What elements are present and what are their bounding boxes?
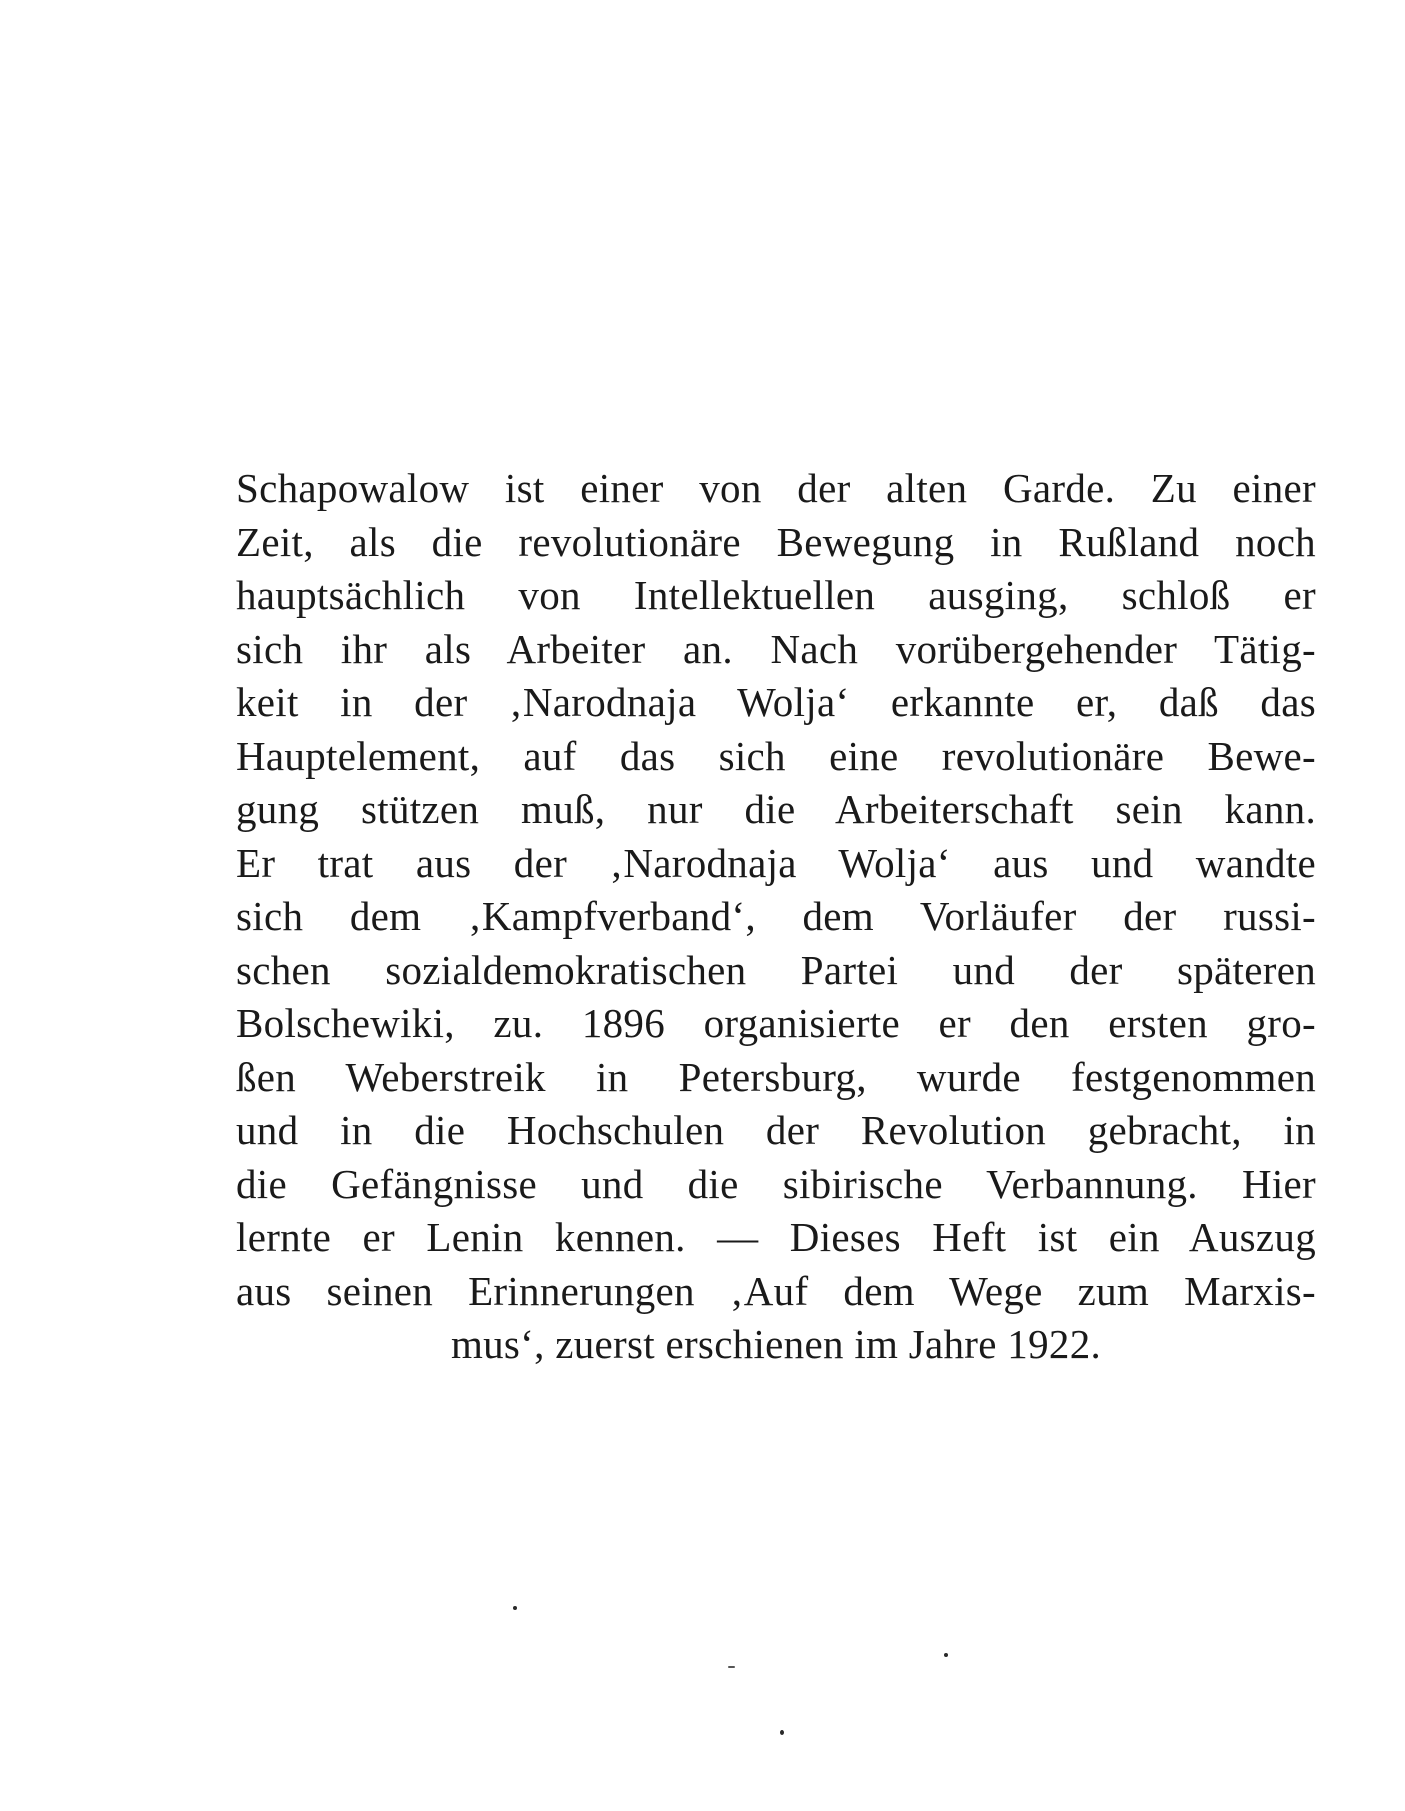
scan-speck xyxy=(780,1730,784,1735)
text-line: keit in der ‚Narodnaja Wolja‘ erkannte er, daß das xyxy=(236,679,1316,725)
text-line: Schapowalow ist einer von der alten Garde. Zu einer xyxy=(236,465,1316,511)
text-line: aus seinen Erinnerungen ‚Auf dem Wege zum Marxis- xyxy=(236,1267,1316,1314)
text-line: ßen Weberstreik in Petersburg, wurde festgenommen xyxy=(236,1053,1316,1100)
text-line: sich dem ‚Kampfverband‘, dem Vorläufer der russi- xyxy=(236,893,1316,939)
scan-speck xyxy=(728,1666,735,1668)
text-line: Hauptelement, auf das sich eine revolutionäre Bewe- xyxy=(236,732,1316,779)
scan-speck xyxy=(513,1606,517,1610)
text-line-final: mus‘, zuerst erschienen im Jahre 1922. xyxy=(450,1321,1102,1367)
text-line: hauptsächlich von Intellektuellen ausging, schloß er xyxy=(236,572,1316,618)
biography-paragraph xyxy=(236,462,1316,1372)
text-line: sich ihr als Arbeiter an. Nach vorübergehender Tätig- xyxy=(236,625,1316,672)
text-line: Zeit, als die revolutionäre Bewegung in Rußland noch xyxy=(236,518,1316,565)
text-line: Bolschewiki, zu. 1896 organisierte er den ersten gro- xyxy=(236,1000,1316,1046)
text-line: die Gefängnisse und die sibirische Verbannung. Hier xyxy=(236,1160,1316,1207)
text-line: gung stützen muß, nur die Arbeiterschaft sein kann. xyxy=(236,786,1316,832)
text-line: und in die Hochschulen der Revolution gebracht, in xyxy=(236,1107,1316,1153)
text-line: schen sozialdemokratischen Partei und der späteren xyxy=(236,946,1316,993)
scan-speck xyxy=(944,1653,948,1657)
text-line: Er trat aus der ‚Narodnaja Wolja‘ aus und wandte xyxy=(236,839,1316,886)
text-line: lernte er Lenin kennen. — Dieses Heft ist ein Auszug xyxy=(236,1214,1316,1260)
